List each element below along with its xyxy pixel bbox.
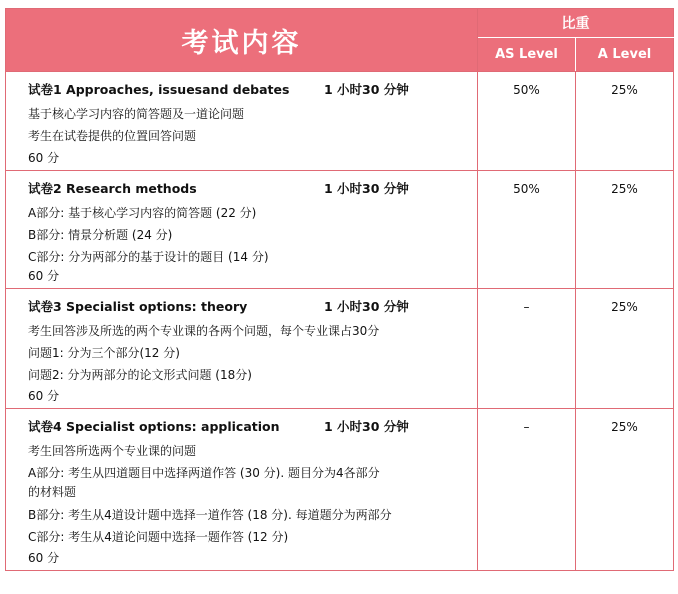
- paper-marks: 60 分: [28, 551, 60, 565]
- paper-line: A部分: 基于核心学习内容的简答题 (22 分): [28, 206, 257, 220]
- a-level-header: A Level: [576, 38, 674, 72]
- as-weight: –: [478, 289, 576, 409]
- a-weight: 25%: [576, 409, 674, 571]
- table-row: [6, 72, 674, 171]
- paper-line: 考生回答涉及所选的两个专业课的各两个问题，每个专业课占30分: [28, 324, 380, 338]
- as-level-header: AS Level: [478, 38, 576, 72]
- paper-duration: 1 小时30 分钟: [324, 299, 409, 314]
- as-weight: 50%: [478, 72, 576, 171]
- paper-duration: 1 小时30 分钟: [324, 82, 409, 97]
- as-weight: 50%: [478, 171, 576, 289]
- paper-line: 考生在试卷提供的位置回答问题: [28, 129, 197, 143]
- paper-marks: 60 分: [28, 151, 60, 165]
- paper-marks: 60 分: [28, 269, 60, 283]
- paper-title: 试卷1 Approaches, issuesand debates: [28, 82, 290, 97]
- paper-line: 基于核心学习内容的简答题及一道论问题: [28, 107, 245, 121]
- paper-title: 试卷3 Specialist options: theory: [28, 299, 248, 314]
- paper-cell: [6, 72, 478, 171]
- paper-cell: [6, 289, 478, 409]
- paper-line: A部分: 考生从四道题目中选择两道作答 (30 分). 题目分为4各部分: [28, 466, 380, 480]
- exam-content-table: [5, 8, 674, 571]
- paper-title: 试卷4 Specialist options: application: [28, 419, 280, 434]
- table-row: [6, 289, 674, 409]
- table-row: [6, 409, 674, 571]
- paper-line: 的材料题: [28, 485, 77, 499]
- table-row: [6, 171, 674, 289]
- paper-line: B部分: 情景分析题 (24 分): [28, 228, 173, 242]
- paper-cell: [6, 409, 478, 571]
- paper-line: B部分: 考生从4道设计题中选择一道作答 (18 分). 每道题分为两部分: [28, 508, 392, 522]
- paper-title: 试卷2 Research methods: [28, 181, 197, 196]
- paper-line: 问题2: 分为两部分的论文形式问题 (18分): [28, 368, 252, 382]
- a-weight: 25%: [576, 289, 674, 409]
- paper-cell: [6, 171, 478, 289]
- as-weight: –: [478, 409, 576, 571]
- paper-line: C部分: 考生从4道论问题中选择一题作答 (12 分): [28, 530, 289, 544]
- paper-line: 问题1: 分为三个部分(12 分): [28, 346, 180, 360]
- paper-marks: 60 分: [28, 389, 60, 403]
- paper-line: 考生回答所选两个专业课的问题: [28, 444, 197, 458]
- paper-line: C部分: 分为两部分的基于设计的题目 (14 分): [28, 250, 269, 264]
- weight-header: 比重: [478, 9, 674, 38]
- table-title: 考试内容: [6, 9, 478, 72]
- a-weight: 25%: [576, 171, 674, 289]
- paper-duration: 1 小时30 分钟: [324, 419, 409, 434]
- a-weight: 25%: [576, 72, 674, 171]
- paper-duration: 1 小时30 分钟: [324, 181, 409, 196]
